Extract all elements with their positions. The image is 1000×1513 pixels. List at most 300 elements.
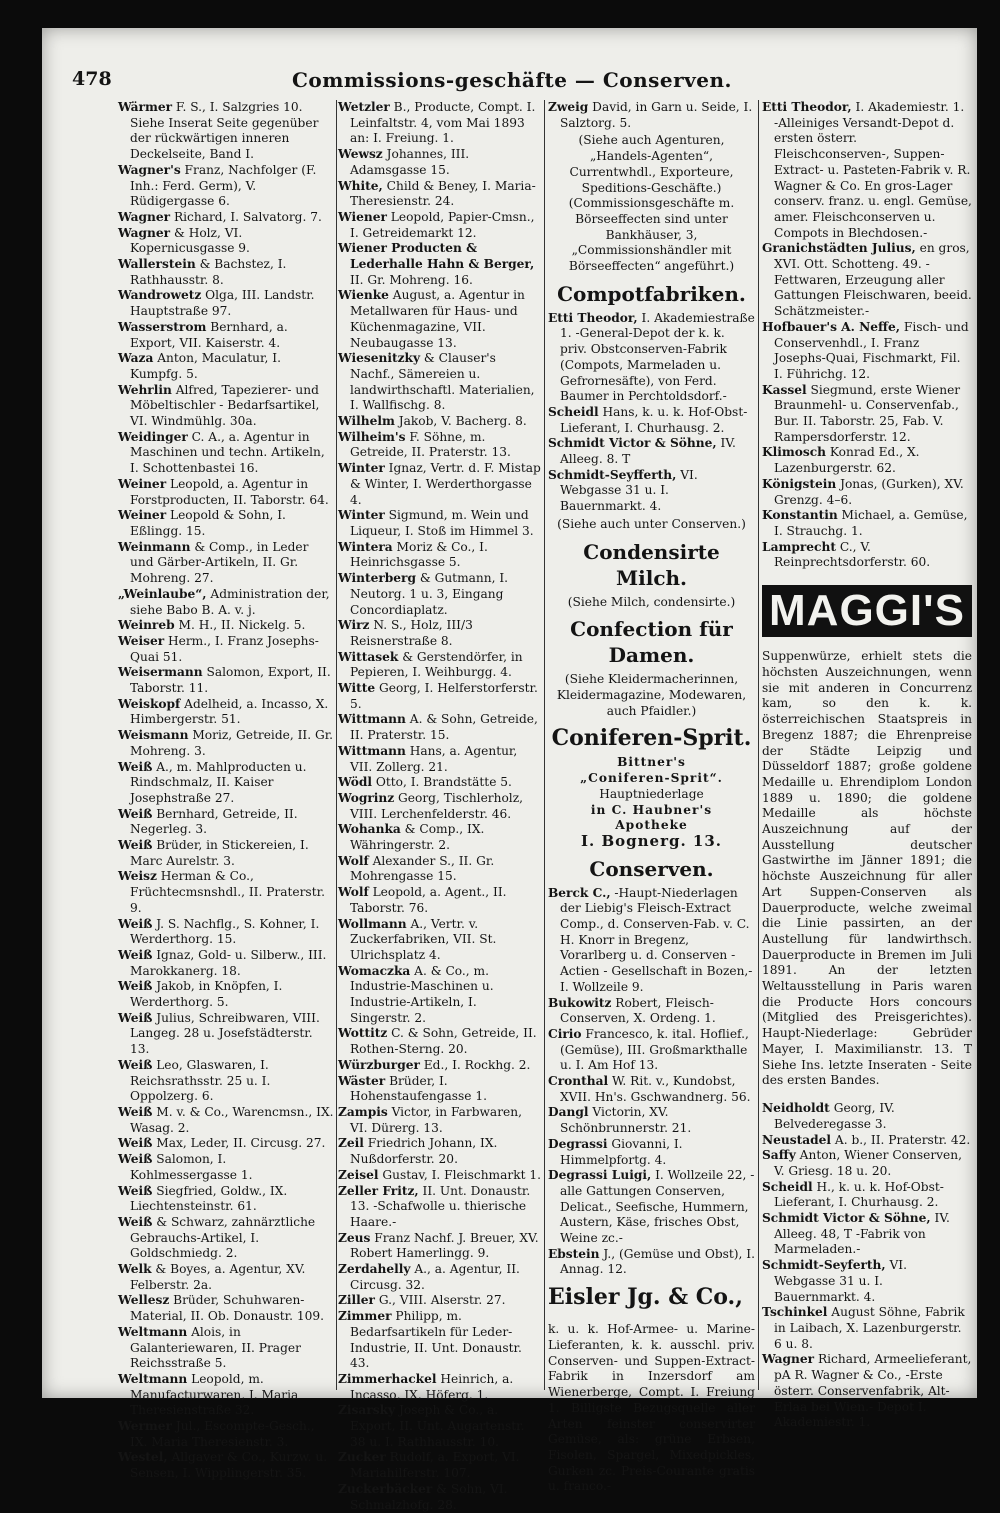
column-1 — [118, 100, 334, 1481]
section-heading-condensirte-milch: Condensirte Milch. — [583, 539, 720, 590]
entry-details: G., VIII. Alserstr. 27. — [374, 1293, 506, 1308]
ad-line: Apotheke — [615, 818, 688, 833]
page-number: 478 — [72, 68, 112, 90]
directory-entry — [118, 979, 334, 1010]
directory-entry — [338, 100, 541, 147]
directory-entry — [338, 179, 541, 210]
entry-details: August Söhne, Fabrik in Laibach, X. Lazenburgerstr. 6 u. 8. — [774, 1305, 965, 1351]
entry-name: Weiß — [118, 806, 153, 821]
directory-entry — [548, 1105, 755, 1136]
entry-details: Jonas, (Gurken), XV. Grenzg. 4–6. — [774, 476, 964, 507]
directory-entry — [338, 351, 541, 414]
entry-name: Zeisel — [338, 1167, 379, 1182]
directory-entry — [118, 1419, 334, 1450]
directory-entry — [338, 461, 541, 508]
directory-entry — [118, 100, 334, 163]
entry-name: Kassel — [762, 382, 807, 397]
directory-entry — [338, 964, 541, 1027]
entry-name: Wetzler — [338, 100, 390, 114]
ad-line: Bittner's — [617, 755, 686, 770]
entry-details: Sigmund, m. Wein und Liqueur, I. Stoß im Himmel 3. — [350, 508, 534, 538]
entry-details: N. S., Holz, III/3 Reisnerstraße 8. — [350, 618, 473, 648]
eisler-heading: Eisler Jg. & Co., — [548, 1284, 743, 1311]
entry-name: Lamprecht — [762, 539, 836, 554]
entry-name: Etti Theodor, — [548, 310, 638, 325]
entry-name: Wilheim's — [338, 429, 406, 444]
entry-name: Wagner's — [118, 162, 181, 177]
entry-name: Weiß — [118, 759, 153, 774]
entry-details: C. A., a. Agentur in Maschinen und techn. Artikeln, I. Schottenbastei 16. — [130, 429, 325, 476]
entry-name: Weiß — [118, 1057, 153, 1072]
entry-details: Richard, Armeelieferant, pA R. Wagner & Co., -Erste österr. Conservenfabrik, Alt-Erlaa bei Wien.- Depot I. Akademiestr. 1. — [774, 1352, 972, 1430]
entry-details: Leopold, a. Agentur in Forstproducten, II. Taborstr. 64. — [130, 476, 329, 507]
ad-line: in C. Haubner's — [590, 802, 713, 817]
entry-details: J. S. Nachflg., S. Kohner, I. Werderthorg. 15. — [130, 916, 320, 947]
entry-name: Wewsz — [338, 147, 383, 162]
entry-details: August, a. Agentur in Metallwaren für Haus- und Küchenmagazine, VII. Neubaugasse 13. — [350, 288, 525, 350]
entry-details: M. H., II. Nickelg. 5. — [174, 618, 306, 633]
directory-entry — [338, 288, 541, 351]
directory-entry — [118, 383, 334, 430]
directory-entry — [762, 1305, 972, 1352]
directory-entry — [118, 760, 334, 807]
directory-entry — [762, 508, 972, 539]
entry-details: Hans, a. Agentur, VII. Zollerg. 21. — [350, 743, 518, 774]
directory-entry — [338, 1231, 541, 1262]
directory-entry — [548, 405, 755, 436]
entry-details: Heinrich, a. Incasso, IX. Höferg. 1. — [350, 1371, 514, 1402]
entry-name: Cirio — [548, 1026, 582, 1041]
entry-details: & Comp., in Leder und Gärber-Artikeln, II. Gr. Mohreng. 27. — [130, 539, 309, 586]
directory-entry — [118, 288, 334, 319]
entry-details: I. Akademiestraße 1. -General-Depot der k. k. priv. Obstconserven-Fabrik (Compots, Marmeladen u. Gefrornesäfte), von Ferd. Baumer in Perchtoldsdorf.- — [560, 310, 755, 404]
entry-name: Westel, — [118, 1450, 168, 1465]
entry-details: Otto, I. Brandstätte 5. — [371, 775, 512, 790]
directory-entry — [338, 712, 541, 743]
directory-entry — [338, 822, 541, 853]
directory-entry — [338, 1403, 541, 1450]
entry-details: C., V. Reinprechtsdorferstr. 60. — [774, 539, 931, 570]
entry-name: Schmidt Victor & Söhne, — [762, 1211, 931, 1226]
entry-details: II. Unt. Donaustr. 13. -Schafwolle u. thierische Haare.- — [350, 1183, 531, 1229]
entry-details: Johannes, III. Adamsgasse 15. — [350, 147, 470, 177]
entry-name: Zimmer — [338, 1309, 392, 1324]
entry-details: Jul., Escompte-Gesch., IX. Maria Theresienstr. 3. — [130, 1419, 315, 1449]
cross-reference-note: (Siehe auch Agenturen, „Handels-Agenten“, Currentwhdl., Exporteure, Speditions-Geschäfte.) (Commissionsgeschäfte m. Börseeffecten sind unter Bankhäuser, 3, „Commissionshändler mit Börseeffecten“ angeführt.) — [568, 133, 735, 274]
section-heading-conserven: Conserven. — [589, 856, 714, 881]
directory-entry — [118, 697, 334, 728]
cross-reference-note: (Siehe auch unter Conserven.) — [557, 516, 746, 531]
entry-name: Weiner — [118, 508, 167, 523]
directory-entry — [338, 241, 541, 288]
entry-details: Hans, k. u. k. Hof-Obst-Lieferant, I. Churhausg. 2. — [560, 404, 748, 435]
cross-reference-note: (Siehe Milch, condensirte.) — [567, 594, 736, 609]
entry-details: Leopold, m. Manufacturwaren, I. Maria Theresienstraße 32. — [130, 1371, 299, 1418]
entry-details: M. v. & Co., Warencmsn., IX. Wasag. 2. — [130, 1105, 334, 1135]
entry-name: Wellesz — [118, 1293, 170, 1308]
entry-name: „Weinlaube“, — [118, 586, 207, 601]
directory-entry — [338, 1168, 541, 1184]
section-heading-coniferen-sprit: Coniferen-Sprit. — [551, 725, 752, 752]
column-rule — [544, 100, 545, 1390]
entry-details: Konrad Ed., X. Lazenburgerstr. 62. — [774, 445, 920, 476]
directory-entry — [762, 383, 972, 446]
entry-details: Olga, III. Landstr. Hauptstraße 97. — [130, 288, 315, 319]
entry-name: Zuckerbäcker — [338, 1481, 433, 1496]
entry-name: Weiß — [118, 1136, 153, 1151]
entry-name: Wottitz — [338, 1026, 388, 1041]
entry-name: Wittmann — [338, 743, 406, 758]
entry-details: A., a. Agentur, II. Circusg. 32. — [350, 1262, 520, 1292]
entry-name: Wärmer — [118, 100, 173, 114]
entry-details: Michael, a. Gemüse, I. Strauchg. 1. — [774, 508, 968, 538]
directory-entry — [338, 210, 541, 241]
entry-name: Weiß — [118, 1152, 153, 1167]
directory-entry — [118, 1105, 334, 1136]
entry-details: Julius, Schreibwaren, VIII. Langeg. 28 u. Josefstädterstr. 13. — [130, 1010, 320, 1057]
entry-details: Franz Nachf. J. Breuer, XV. Robert Hamerlingg. 9. — [350, 1230, 539, 1261]
entry-details: Georg, I. Helferstorferstr. 5. — [350, 681, 538, 711]
entry-name: Degrassi — [548, 1136, 608, 1151]
entry-details: A. & Co., m. Industrie-Maschinen u. Industrie-Artikeln, I. Singerstr. 2. — [350, 963, 494, 1025]
entry-details: Alfred, Tapezierer- und Möbeltischler - Bedarfsartikel, VI. Windmühlg. 30a. — [130, 382, 320, 429]
directory-entry — [338, 917, 541, 964]
directory-entry — [548, 436, 755, 467]
entry-details: & Comp., IX. Währingerstr. 2. — [350, 822, 485, 853]
entry-details: Joseph & Co., a. Export, II. Unt. Augartenstr. 38 u. I. Rathhausstr. 10. — [350, 1403, 525, 1449]
entry-details: & Clauser's Nachf., Sämereien u. landwirthschaftl. Materialien, I. Wallfischg. 8. — [350, 351, 535, 413]
entry-details: I. Akademiestr. 1. -Alleiniges Versandt-Depot d. ersten österr. Fleischconserven-, Suppen-Extract- u. Pasteten-Fabrik v. R. Wagner & Co. En gros-Lager conserv. franz. u. engl. Gemüse, amer. Fleischconserven u. Compots in Blechdosen.- — [774, 100, 972, 240]
entry-name: Weidinger — [118, 429, 188, 444]
entry-name: Zeus — [338, 1230, 371, 1245]
entry-details: Francesco, k. ital. Hoflief., (Gemüse), III. Großmarkthalle u. I. Am Hof 13. — [560, 1026, 749, 1073]
directory-entry — [118, 1058, 334, 1105]
entry-name: Cronthal — [548, 1074, 609, 1089]
directory-entry — [118, 1215, 334, 1262]
entry-name: Zeller Fritz, — [338, 1183, 419, 1198]
entry-details: Bernhard, a. Export, VII. Kaiserstr. 4. — [130, 319, 288, 350]
directory-entry — [118, 728, 334, 759]
directory-entry — [338, 1309, 541, 1372]
entry-name: Weismann — [118, 728, 189, 743]
maggi-logo: MAGGI'S — [762, 585, 972, 637]
entry-name: Weiser — [118, 633, 165, 648]
directory-entry — [118, 1293, 334, 1324]
entry-details: C. & Sohn, Getreide, II. Rothen-Sterng. 20. — [350, 1026, 537, 1057]
entry-name: Schmidt-Seyfferth, — [548, 467, 677, 482]
column-rule — [758, 100, 759, 1390]
entry-name: Wienke — [338, 288, 389, 303]
entry-name: Zerdahelly — [338, 1262, 411, 1277]
directory-entry — [118, 163, 334, 210]
directory-entry — [118, 1450, 334, 1481]
directory-entry — [548, 1137, 755, 1168]
directory-entry — [118, 320, 334, 351]
column-rule — [336, 100, 337, 1390]
directory-entry — [338, 1450, 541, 1481]
entry-name: Königstein — [762, 476, 837, 491]
directory-entry — [762, 1352, 972, 1431]
directory-entry — [118, 869, 334, 916]
entry-details: Siegfried, Goldw., IX. Liechtensteinstr. 61. — [130, 1183, 288, 1214]
entry-name: Weiß — [118, 838, 153, 853]
entry-name: Schmidt-Seyferth, — [762, 1258, 886, 1273]
directory-entry — [548, 996, 755, 1027]
entry-name: Etti Theodor, — [762, 100, 852, 114]
entry-details: Adelheid, a. Incasso, X. Himbergerstr. 51. — [130, 696, 329, 727]
entry-details: Ignaz, Vertr. d. F. Mistap & Winter, I. Werderthorgasse 4. — [350, 461, 541, 507]
entry-details: Richard, I. Salvatorg. 7. — [170, 209, 322, 224]
directory-entry — [762, 100, 972, 241]
entry-details: Salomon, I. Kohlmessergasse 1. — [130, 1152, 253, 1182]
entry-details: A., Vertr. v. Zuckerfabriken, VII. St. Ulrichsplatz 4. — [350, 916, 497, 962]
directory-entry — [338, 1262, 541, 1293]
directory-entry — [338, 1058, 541, 1074]
entry-details: & Gutmann, I. Neutorg. 1 u. 3, Eingang Concordiaplatz. — [350, 571, 509, 617]
entry-name: Wiener — [338, 209, 387, 224]
directory-entry — [548, 1168, 755, 1247]
entry-name: Zisarsky — [338, 1403, 396, 1418]
directory-entry — [338, 1105, 541, 1136]
entry-details: II. Gr. Mohreng. 16. — [350, 272, 473, 287]
entry-name: Zimmerhackel — [338, 1371, 437, 1386]
entry-name: Schmidt Victor & Söhne, — [548, 436, 717, 451]
page-header — [72, 68, 952, 94]
entry-details: & Schwarz, zahnärztliche Gebrauchs-Artikel, I. Goldschmiedg. 2. — [130, 1214, 316, 1261]
directory-entry — [118, 618, 334, 634]
entry-details: W. Rit. v., Kundobst, XVII. Hn's. Gschwandnerg. 56. — [560, 1074, 751, 1104]
entry-name: Wolf — [338, 885, 369, 900]
directory-entry — [118, 665, 334, 696]
directory-entry — [118, 210, 334, 226]
entry-details: Alexander S., II. Gr. Mohrengasse 15. — [350, 853, 495, 884]
entry-details: Fisch- und Conservenhdl., I. Franz Josephs-Quai, Fischmarkt, Fil. I. Führichg. 12. — [774, 319, 969, 381]
entry-name: Konstantin — [762, 508, 838, 523]
directory-entry — [338, 775, 541, 791]
entry-name: Witte — [338, 681, 376, 696]
entry-name: Wirz — [338, 618, 370, 633]
entry-name: Weisz — [118, 869, 157, 884]
entry-name: Scheidl — [548, 404, 599, 419]
directory-entry — [118, 1325, 334, 1372]
entry-details: & Gerstendörfer, in Pepieren, I. Weihburgg. 4. — [350, 649, 523, 680]
entry-details: & Boyes, a. Agentur, XV. Felberstr. 2a. — [130, 1262, 306, 1292]
directory-entry — [118, 634, 334, 665]
entry-name: Wödl — [338, 775, 372, 790]
entry-details: Anton, Wiener Conserven, V. Griesg. 18 u. 20. — [774, 1148, 962, 1178]
entry-name: Zeil — [338, 1136, 364, 1151]
entry-details: Child & Beney, I. Maria-Theresienstr. 24. — [350, 178, 536, 209]
entry-name: Weiß — [118, 1183, 153, 1198]
entry-details: Brüder, Schuhwaren-Material, II. Ob. Donaustr. 109. — [130, 1293, 325, 1324]
entry-details: Georg, Tischlerholz, VIII. Lerchenfelderstr. 46. — [350, 790, 523, 821]
directory-entry — [762, 540, 972, 571]
entry-name: Winterberg — [338, 571, 416, 586]
directory-entry — [762, 1180, 972, 1211]
entry-details: David, in Garn u. Seide, I. Salztorg. 5. — [560, 100, 753, 130]
entry-name: Wehrlin — [118, 382, 172, 397]
entry-details: IV. Alleeg. 48, T -Fabrik von Marmeladen.- — [774, 1211, 950, 1257]
directory-entry — [338, 618, 541, 649]
entry-name: Weiß — [118, 1105, 153, 1119]
entry-details: VI. Webgasse 31 u. I. Bauernmarkt. 4. — [560, 467, 698, 514]
entry-details: & Sohn, VI. Schmalzhofg. 28. — [350, 1481, 508, 1512]
directory-entry — [548, 100, 755, 131]
directory-entry — [548, 1247, 755, 1278]
directory-entry — [762, 1211, 972, 1258]
entry-name: Weiner — [118, 476, 167, 491]
section-heading-confection: Confection für Damen. — [570, 617, 733, 668]
entry-name: Tschinkel — [762, 1305, 828, 1320]
directory-entry — [338, 1074, 541, 1105]
directory-entry — [118, 351, 334, 382]
entry-name: White, — [338, 178, 383, 193]
entry-name: Wohanka — [338, 822, 401, 837]
entry-details: Robert, Fleisch-Conserven, X. Ordeng. 1. — [560, 995, 716, 1026]
directory-entry — [762, 1258, 972, 1305]
entry-name: Wasserstrom — [118, 319, 207, 334]
entry-details: & Bachstez, I. Rathhausstr. 8. — [130, 257, 287, 287]
entry-details: Victor, in Farbwaren, VI. Dürerg. 13. — [350, 1105, 522, 1135]
entry-name: Wiesenitzky — [338, 351, 421, 366]
directory-entry — [338, 744, 541, 775]
entry-name: Wogrinz — [338, 790, 395, 805]
directory-entry — [762, 241, 972, 320]
entry-name: Weiß — [118, 916, 153, 931]
entry-details: A., m. Mahlproducten u. Rindschmalz, II. Kaiser Josephstraße 27. — [130, 759, 307, 805]
entry-name: Weiß — [118, 947, 153, 962]
directory-entry — [118, 540, 334, 587]
entry-details: Max, Leder, II. Circusg. 27. — [152, 1136, 326, 1151]
entry-details: F. S., I. Salzgries 10. Siehe Inserat Seite gegenüber der rückwärtigen inneren Deckelseite, Band I. — [130, 100, 319, 162]
directory-entry — [118, 1136, 334, 1152]
entry-name: Wiener Producten & Lederhalle Hahn & Berger, — [338, 241, 535, 272]
entry-details: VI. Webgasse 31 u. I. Bauernmarkt. 4. — [774, 1258, 907, 1304]
entry-name: Saffy — [762, 1148, 796, 1163]
entry-details: Leopold & Sohn, I. Eßlingg. 15. — [130, 508, 286, 538]
entry-name: Berck C., — [548, 885, 611, 900]
entry-name: Neustadel — [762, 1132, 832, 1147]
directory-entry — [338, 1026, 541, 1057]
directory-entry — [762, 320, 972, 383]
entry-name: Bukowitz — [548, 995, 612, 1010]
directory-entry — [118, 257, 334, 288]
entry-name: Zweig — [548, 100, 589, 114]
directory-entry — [338, 681, 541, 712]
directory-entry — [118, 226, 334, 257]
entry-name: Wilhelm — [338, 414, 395, 429]
entry-name: Granichstädten Julius, — [762, 241, 916, 256]
entry-details: -Haupt-Niederlagen der Liebig's Fleisch-Extract Comp., d. Conserven-Fab. v. C. H. Knorr in Bregenz, Vorarlberg u. d. Conserven - Actien - Gesellschaft in Bozen,- I. Wollzeile 9. — [560, 885, 753, 994]
entry-name: Wolf — [338, 853, 369, 868]
entry-name: Wintera — [338, 539, 393, 554]
entry-details: A. b., II. Praterstr. 42. — [831, 1132, 971, 1147]
directory-entry — [118, 430, 334, 477]
entry-name: Wagner — [118, 209, 171, 224]
entry-name: Zampis — [338, 1105, 388, 1119]
directory-entry — [548, 468, 755, 515]
directory-entry — [338, 1482, 541, 1513]
directory-entry — [118, 807, 334, 838]
entry-details: en gros, XVI. Ott. Schotteng. 49. -Fettwaren, Erzeugung aller Gattungen Fleischwaren, beeid. Schätzmeister.- — [774, 241, 972, 319]
entry-details: Georg, IV. Belvederegasse 3. — [774, 1101, 895, 1131]
entry-name: Würzburger — [338, 1057, 420, 1072]
entry-details: A. & Sohn, Getreide, II. Praterstr. 15. — [350, 712, 538, 743]
directory-entry — [118, 838, 334, 869]
entry-name: Wagner — [762, 1352, 815, 1367]
entry-details: Philipp, m. Bedarfsartikeln für Leder-Industrie, II. Unt. Donaustr. 43. — [350, 1309, 522, 1371]
column-3 — [548, 100, 755, 1494]
entry-details: Bernhard, Getreide, II. Negerleg. 3. — [130, 806, 298, 837]
directory-entry — [762, 445, 972, 476]
entry-details: Rudolf, a. Export, VI. Mariahilferstr. 107. — [350, 1450, 520, 1481]
entry-details: Gustav, I. Fleischmarkt 1. — [378, 1167, 541, 1182]
ad-line: I. Bognerg. 13. — [580, 831, 722, 850]
directory-entry — [118, 1011, 334, 1058]
directory-entry — [118, 508, 334, 539]
directory-entry — [338, 885, 541, 916]
entry-details: Franz, Nachfolger (F. Inh.: Ferd. Germ), V. Rüdigergasse 6. — [130, 162, 317, 209]
directory-entry — [338, 791, 541, 822]
entry-details: Jakob, in Knöpfen, I. Werderthorg. 5. — [130, 979, 283, 1010]
entry-name: Weiß — [118, 979, 153, 994]
entry-name: Winter — [338, 461, 385, 476]
entry-name: Weisermann — [118, 665, 203, 680]
directory-entry — [118, 948, 334, 979]
directory-entry — [338, 414, 541, 430]
entry-name: Wermer — [118, 1419, 172, 1434]
directory-entry — [548, 1027, 755, 1074]
entry-details: Leopold, Papier-Cmsn., I. Getreidemarkt 12. — [350, 209, 535, 240]
directory-entry — [548, 311, 755, 405]
entry-details: J., (Gemüse und Obst), I. Annag. 12. — [560, 1246, 755, 1277]
entry-details: Moriz, Getreide, II. Gr. Mohreng. 3. — [130, 728, 334, 758]
entry-details: Allgaver & Co., Kurzw. u. Sensen, I. Wipplingerstr. 35. — [130, 1450, 328, 1481]
directory-entry — [118, 587, 334, 618]
section-heading-compotfabriken: Compotfabriken. — [557, 281, 746, 306]
ad-line: Hauptniederlage — [599, 786, 704, 801]
entry-details: H., k. u. k. Hof-Obst-Lieferant, I. Churhausg. 2. — [774, 1179, 944, 1210]
directory-entry — [338, 1184, 541, 1231]
entry-details: Administration der, siehe Babo B. A. v. j. — [130, 586, 330, 617]
entry-name: Weiskopf — [118, 696, 181, 711]
directory-entry — [338, 508, 541, 539]
entry-details: Leopold, a. Agent., II. Taborstr. 76. — [350, 885, 507, 915]
directory-entry — [338, 650, 541, 681]
running-head: Commissions-geschäfte — Conserven. — [291, 68, 733, 92]
directory-entry — [548, 886, 755, 996]
entry-name: Wittasek — [338, 649, 399, 664]
entry-name: Wandrowetz — [118, 288, 202, 303]
directory-entry — [338, 430, 541, 461]
entry-name: Ziller — [338, 1293, 375, 1308]
entry-name: Winter — [338, 508, 385, 523]
directory-entry — [762, 1133, 972, 1149]
entry-name: Wallerstein — [118, 257, 196, 272]
ad-line: „Coniferen-Sprit“. — [580, 771, 723, 786]
directory-entry — [118, 1372, 334, 1419]
directory-entry — [338, 571, 541, 618]
directory-entry — [338, 854, 541, 885]
entry-name: Weinreb — [118, 618, 175, 633]
entry-name: Wittmann — [338, 712, 406, 727]
entry-details: Victorin, XV. Schönbrunnerstr. 21. — [560, 1105, 692, 1136]
entry-name: Klimosch — [762, 445, 827, 460]
directory-entry — [338, 1372, 541, 1403]
directory-entry — [338, 540, 541, 571]
entry-name: Hofbauer's A. Neffe, — [762, 319, 901, 334]
entry-details: Ignaz, Gold- u. Silberw., III. Marokkanerg. 18. — [130, 947, 327, 978]
